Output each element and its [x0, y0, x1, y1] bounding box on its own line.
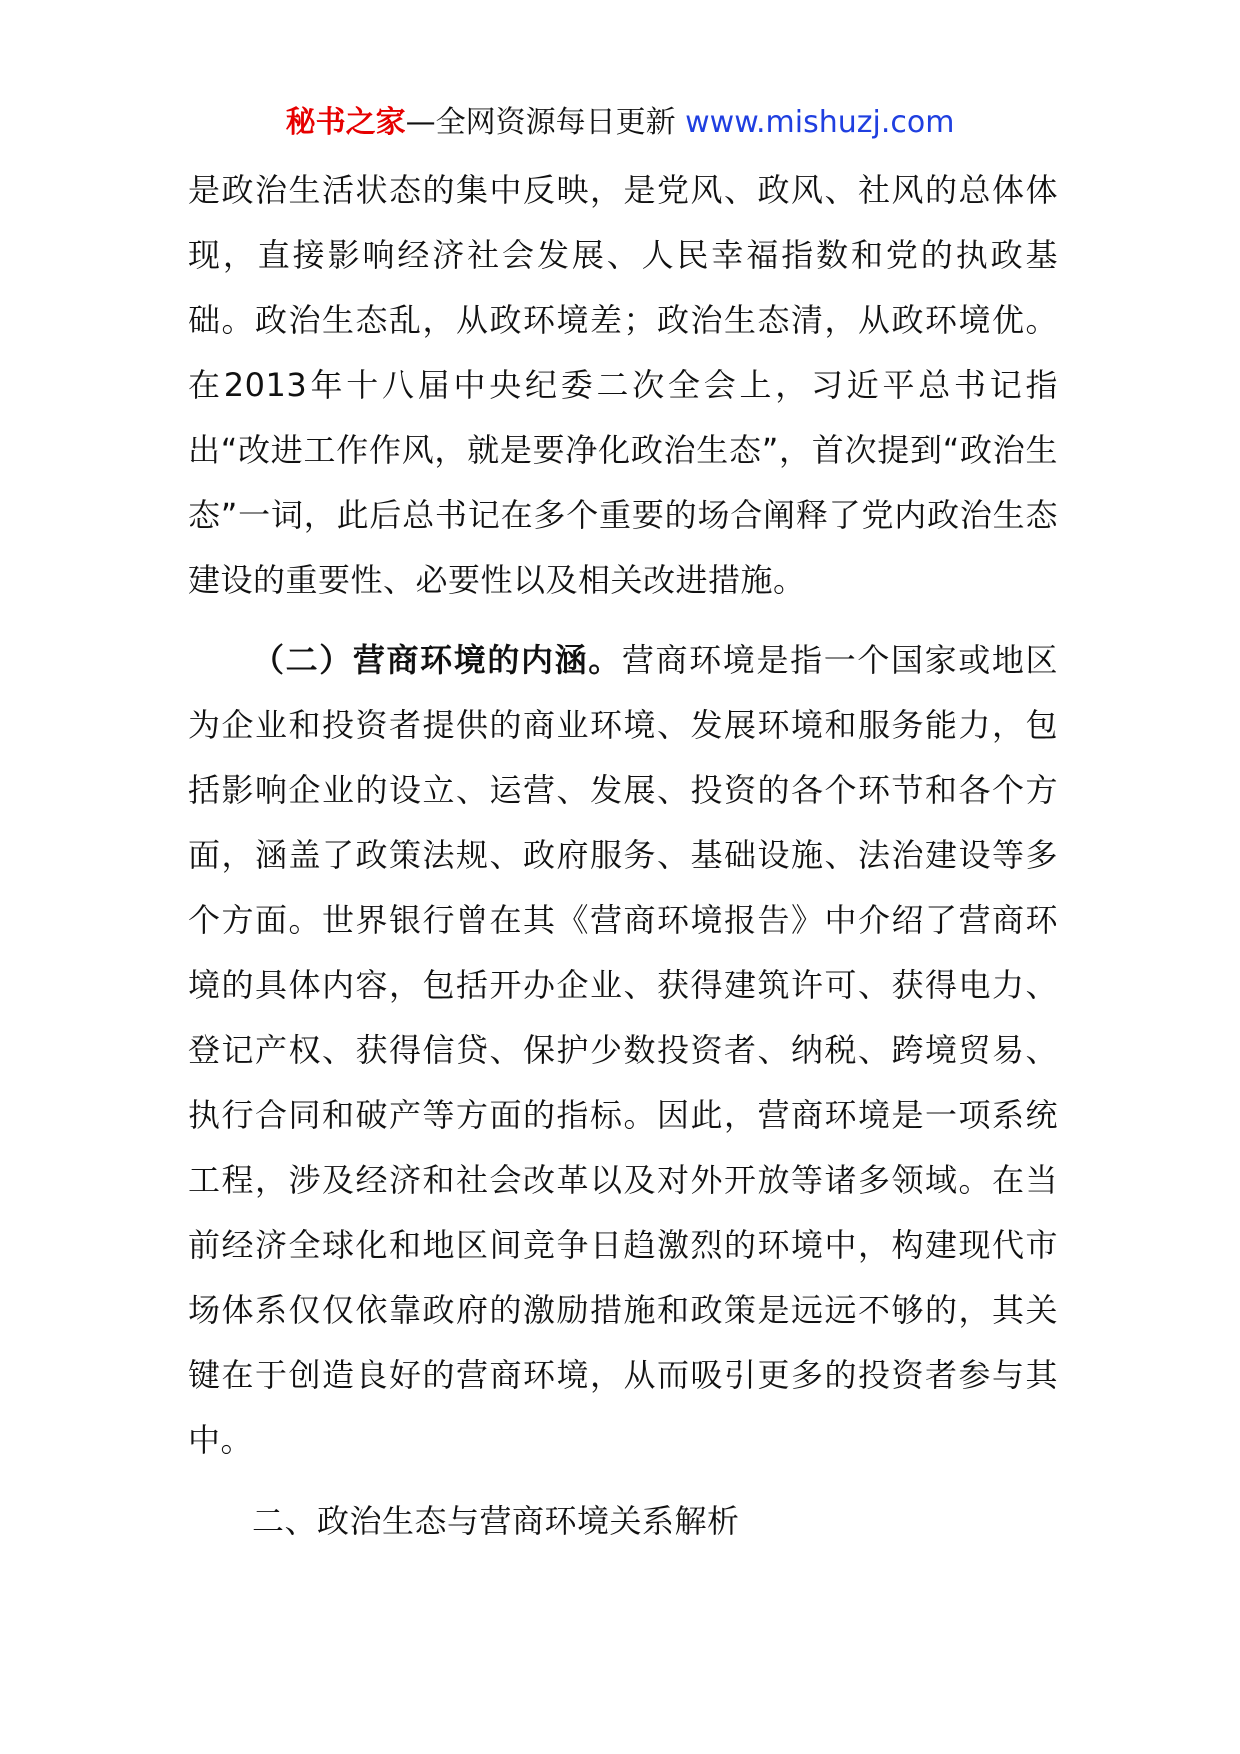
section-heading: 二、政治生态与营商环境关系解析: [252, 1502, 740, 1540]
paragraph-business-environment: [188, 628, 1058, 1473]
header-url[interactable]: www.mishuzj.com: [685, 105, 955, 140]
header-slogan: —全网资源每日更新: [405, 105, 686, 140]
subheading-business-environment: （二）营商环境的内涵。: [252, 641, 622, 679]
paragraph-political-ecology: 是政治生活状态的集中反映，是党风、政风、社风的总体体现，直接影响经济社会发展、人民幸福指数和党的执政基础。政治生态乱，从政环境差；政治生态清，从政环境优。在2013年十八届中央纪委二次全会上，习近平总书记指出“改进工作作风，就是要净化政治生态”，首次提到“政治生态”一词，此后总书记在多个重要的场合阐释了党内政治生态建设的重要性、必要性以及相关改进措施。: [188, 171, 1058, 599]
document-body: [188, 158, 1058, 1554]
watermark-header: [0, 100, 1240, 146]
brand-name: 秘书之家: [285, 105, 406, 140]
paragraph-business-environment-text: 营商环境是指一个国家或地区为企业和投资者提供的商业环境、发展环境和服务能力，包括影响企业的设立、运营、发展、投资的各个环节和各个方面，涵盖了政策法规、政府服务、基础设施、法治建设等多个方面。世界银行曾在其《营商环境报告》中介绍了营商环境的具体内容，包括开办企业、获得建筑许可、获得电力、登记产权、获得信贷、保护少数投资者、纳税、跨境贸易、执行合同和破产等方面的指标。因此，营商环境是一项系统工程，涉及经济和社会改革以及对外开放等诸多领域。在当前经济全球化和地区间竞争日趋激烈的环境中，构建现代市场体系仅仅依靠政府的激励措施和政策是远远不够的，其关键在于创造良好的营商环境，从而吸引更多的投资者参与其中。: [188, 641, 1058, 1459]
